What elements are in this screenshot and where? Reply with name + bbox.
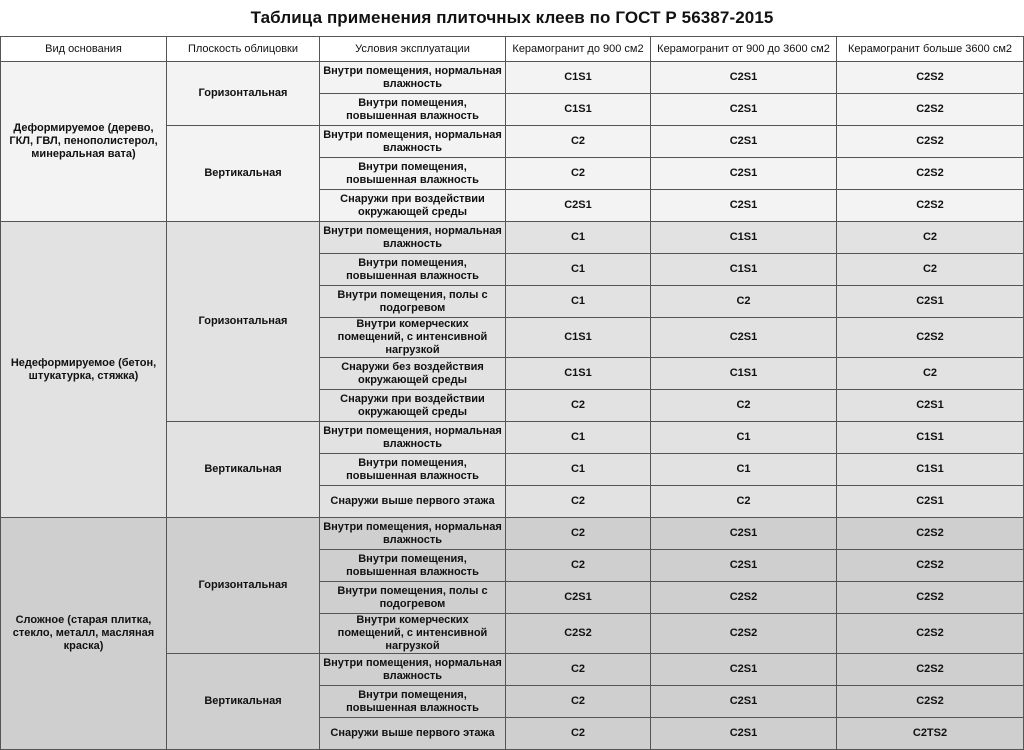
condition-cell: Внутри помещения, повышенная влажность: [320, 254, 506, 286]
medium-tile-value: C2S1: [651, 654, 837, 686]
medium-tile-value: C1S1: [651, 254, 837, 286]
base-type-cell: Деформируемое (дерево, ГКЛ, ГВЛ, пенополистерол, минеральная вата): [1, 62, 167, 222]
large-tile-value: C1S1: [837, 454, 1024, 486]
small-tile-value: C2S1: [506, 190, 651, 222]
condition-cell: Снаружи без воздействия окружающей среды: [320, 358, 506, 390]
medium-tile-value: C2S1: [651, 190, 837, 222]
header-plane: Плоскость облицовки: [167, 37, 320, 62]
medium-tile-value: C2S2: [651, 614, 837, 654]
condition-cell: Внутри помещения, нормальная влажность: [320, 222, 506, 254]
large-tile-value: C2S2: [837, 654, 1024, 686]
condition-cell: Внутри помещения, нормальная влажность: [320, 654, 506, 686]
medium-tile-value: C2: [651, 486, 837, 518]
condition-cell: Внутри помещения, нормальная влажность: [320, 62, 506, 94]
small-tile-value: C1: [506, 254, 651, 286]
large-tile-value: C2S2: [837, 518, 1024, 550]
condition-cell: Внутри комерческих помещений, с интенсивной нагрузкой: [320, 614, 506, 654]
medium-tile-value: C2S1: [651, 318, 837, 358]
table-row: [1, 222, 1024, 254]
small-tile-value: C1: [506, 286, 651, 318]
plane-cell: Горизонтальная: [167, 62, 320, 126]
plane-cell: Вертикальная: [167, 422, 320, 518]
small-tile-value: C2: [506, 686, 651, 718]
table-row: [1, 518, 1024, 550]
condition-cell: Снаружи при воздействии окружающей среды: [320, 390, 506, 422]
condition-cell: Внутри помещения, повышенная влажность: [320, 686, 506, 718]
large-tile-value: C2: [837, 358, 1024, 390]
medium-tile-value: C1S1: [651, 222, 837, 254]
medium-tile-value: C2: [651, 286, 837, 318]
large-tile-value: C2S2: [837, 94, 1024, 126]
small-tile-value: C1S1: [506, 318, 651, 358]
large-tile-value: C2: [837, 254, 1024, 286]
large-tile-value: C2S2: [837, 62, 1024, 94]
small-tile-value: C1S1: [506, 94, 651, 126]
large-tile-value: C2S1: [837, 286, 1024, 318]
large-tile-value: C2S1: [837, 390, 1024, 422]
small-tile-value: C2: [506, 390, 651, 422]
plane-cell: Вертикальная: [167, 654, 320, 750]
medium-tile-value: C2: [651, 390, 837, 422]
table-title: Таблица применения плиточных клеев по ГОСТ Р 56387-2015: [250, 8, 774, 27]
condition-cell: Снаружи выше первого этажа: [320, 486, 506, 518]
medium-tile-value: C1: [651, 454, 837, 486]
condition-cell: Внутри помещения, нормальная влажность: [320, 518, 506, 550]
small-tile-value: C1S1: [506, 62, 651, 94]
small-tile-value: C1S1: [506, 358, 651, 390]
adhesive-table: [0, 36, 1024, 750]
large-tile-value: C2S2: [837, 582, 1024, 614]
condition-cell: Внутри помещения, повышенная влажность: [320, 550, 506, 582]
medium-tile-value: C2S1: [651, 94, 837, 126]
header-conditions: Условия эксплуатации: [320, 37, 506, 62]
condition-cell: Внутри помещения, повышенная влажность: [320, 454, 506, 486]
header-small-tile: Керамогранит до 900 см2: [506, 37, 651, 62]
table-row: [1, 62, 1024, 94]
condition-cell: Внутри помещения, нормальная влажность: [320, 126, 506, 158]
large-tile-value: C2S1: [837, 486, 1024, 518]
small-tile-value: C2: [506, 518, 651, 550]
medium-tile-value: C2S1: [651, 518, 837, 550]
condition-cell: Внутри комерческих помещений, с интенсивной нагрузкой: [320, 318, 506, 358]
header-base-type: Вид основания: [1, 37, 167, 62]
plane-cell: Горизонтальная: [167, 222, 320, 422]
small-tile-value: C2: [506, 718, 651, 750]
small-tile-value: C2: [506, 486, 651, 518]
large-tile-value: C2S2: [837, 190, 1024, 222]
base-type-cell: Сложное (старая плитка, стекло, металл, масляная краска): [1, 518, 167, 750]
medium-tile-value: C1S1: [651, 358, 837, 390]
large-tile-value: C2S2: [837, 126, 1024, 158]
header-large-tile: Керамогранит больше 3600 см2: [837, 37, 1024, 62]
small-tile-value: C1: [506, 422, 651, 454]
condition-cell: Внутри помещения, повышенная влажность: [320, 94, 506, 126]
small-tile-value: C2: [506, 550, 651, 582]
medium-tile-value: C2S1: [651, 718, 837, 750]
large-tile-value: C2S2: [837, 686, 1024, 718]
small-tile-value: C1: [506, 222, 651, 254]
large-tile-value: C2S2: [837, 318, 1024, 358]
medium-tile-value: C2S1: [651, 126, 837, 158]
condition-cell: Внутри помещения, повышенная влажность: [320, 158, 506, 190]
large-tile-value: C2S2: [837, 550, 1024, 582]
base-type-cell: Недеформируемое (бетон, штукатурка, стяжка): [1, 222, 167, 518]
small-tile-value: C2: [506, 158, 651, 190]
medium-tile-value: C2S1: [651, 686, 837, 718]
condition-cell: Снаружи выше первого этажа: [320, 718, 506, 750]
plane-cell: Горизонтальная: [167, 518, 320, 654]
header-medium-tile: Керамогранит от 900 до 3600 см2: [651, 37, 837, 62]
small-tile-value: C1: [506, 454, 651, 486]
condition-cell: Внутри помещения, полы с подогревом: [320, 582, 506, 614]
medium-tile-value: C2S1: [651, 62, 837, 94]
small-tile-value: C2S2: [506, 614, 651, 654]
large-tile-value: C2S2: [837, 158, 1024, 190]
header-row: [1, 37, 1024, 62]
small-tile-value: C2S1: [506, 582, 651, 614]
large-tile-value: C2S2: [837, 614, 1024, 654]
small-tile-value: C2: [506, 654, 651, 686]
medium-tile-value: C2S2: [651, 582, 837, 614]
small-tile-value: C2: [506, 126, 651, 158]
large-tile-value: C2: [837, 222, 1024, 254]
condition-cell: Внутри помещения, полы с подогревом: [320, 286, 506, 318]
large-tile-value: C1S1: [837, 422, 1024, 454]
medium-tile-value: C1: [651, 422, 837, 454]
condition-cell: Снаружи при воздействии окружающей среды: [320, 190, 506, 222]
plane-cell: Вертикальная: [167, 126, 320, 222]
large-tile-value: C2TS2: [837, 718, 1024, 750]
condition-cell: Внутри помещения, нормальная влажность: [320, 422, 506, 454]
medium-tile-value: C2S1: [651, 550, 837, 582]
medium-tile-value: C2S1: [651, 158, 837, 190]
